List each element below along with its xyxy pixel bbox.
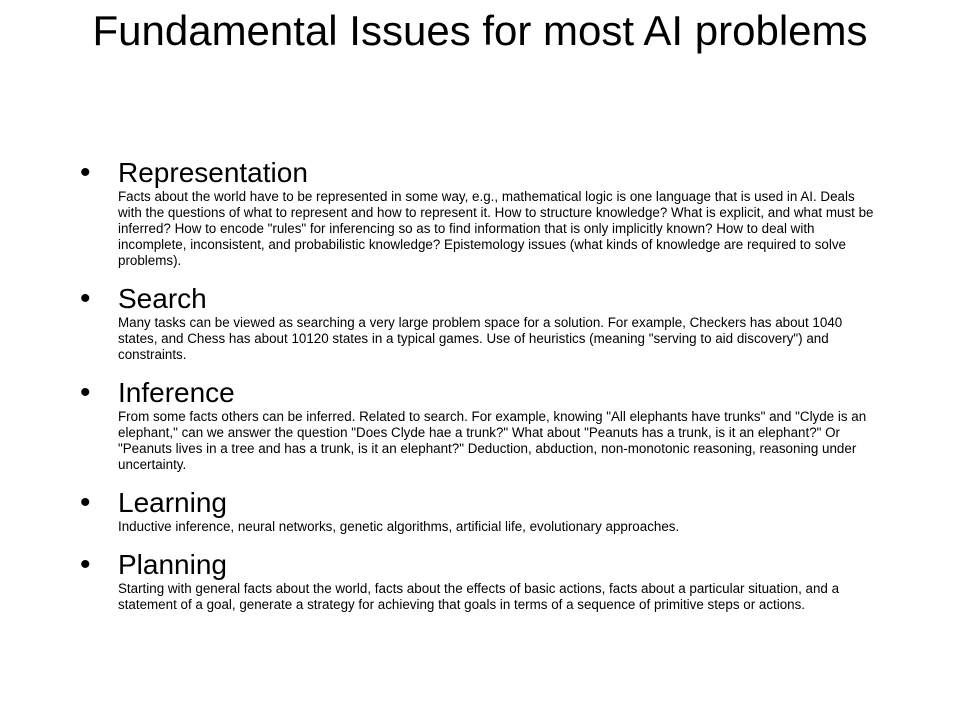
item-heading: Representation — [118, 157, 308, 188]
slide-title: Fundamental Issues for most AI problems — [92, 7, 868, 54]
bullet-icon: • — [80, 548, 91, 581]
list-item-search — [80, 283, 880, 363]
item-description: Starting with general facts about the world, facts about the effects of basic actions, facts about a particular situation, and a statement of a goal, generate a strategy for achieving that goals in terms of a sequence of primitive steps or actions. — [118, 581, 840, 612]
item-heading: Learning — [118, 487, 227, 518]
bullet-icon: • — [80, 156, 91, 189]
item-description: Many tasks can be viewed as searching a very large problem space for a solution. For example, Checkers has about 1040 states, and Chess has about 10120 states in a typical games. Use of heuristics (meaning "serving to aid discovery") and constraints. — [118, 315, 843, 362]
bullet-icon: • — [80, 376, 91, 409]
item-description: From some facts others can be inferred. Related to search. For example, knowing "All elephants have trunks" and "Clyde is an elephant," can we answer the question "Does Clyde hae a trunk?" What about "Peanuts has a trunk, is it an elephant?" Or "Peanuts lives in a tree and has a trunk, is it an elephant?" Deduction, abduction, non-monotonic reasoning, reasoning under uncertainty. — [118, 409, 867, 472]
bullet-icon: • — [80, 486, 91, 519]
bullet-icon: • — [80, 282, 91, 315]
item-description: Inductive inference, neural networks, genetic algorithms, artificial life, evolutionary approaches. — [118, 519, 680, 534]
item-heading: Search — [118, 283, 207, 314]
list-item-learning — [80, 487, 880, 535]
list-item-representation — [80, 157, 880, 269]
item-description: Facts about the world have to be represented in some way, e.g., mathematical logic is one language that is used in AI. Deals with the questions of what to represent and how to represent it. How to structure knowledge? What is explicit, and what must be inferred? How to encode "rules" for inferencing so as to find information that is only implicitly known? How to deal with incomplete, inconsistent, and probabilistic knowledge? Epistemology issues (what kinds of knowledge are required to solve problems). — [118, 189, 874, 268]
list-item-planning — [80, 549, 880, 613]
item-heading: Planning — [118, 549, 227, 580]
list-item-inference — [80, 377, 880, 473]
bullet-list — [80, 157, 880, 627]
item-heading: Inference — [118, 377, 235, 408]
